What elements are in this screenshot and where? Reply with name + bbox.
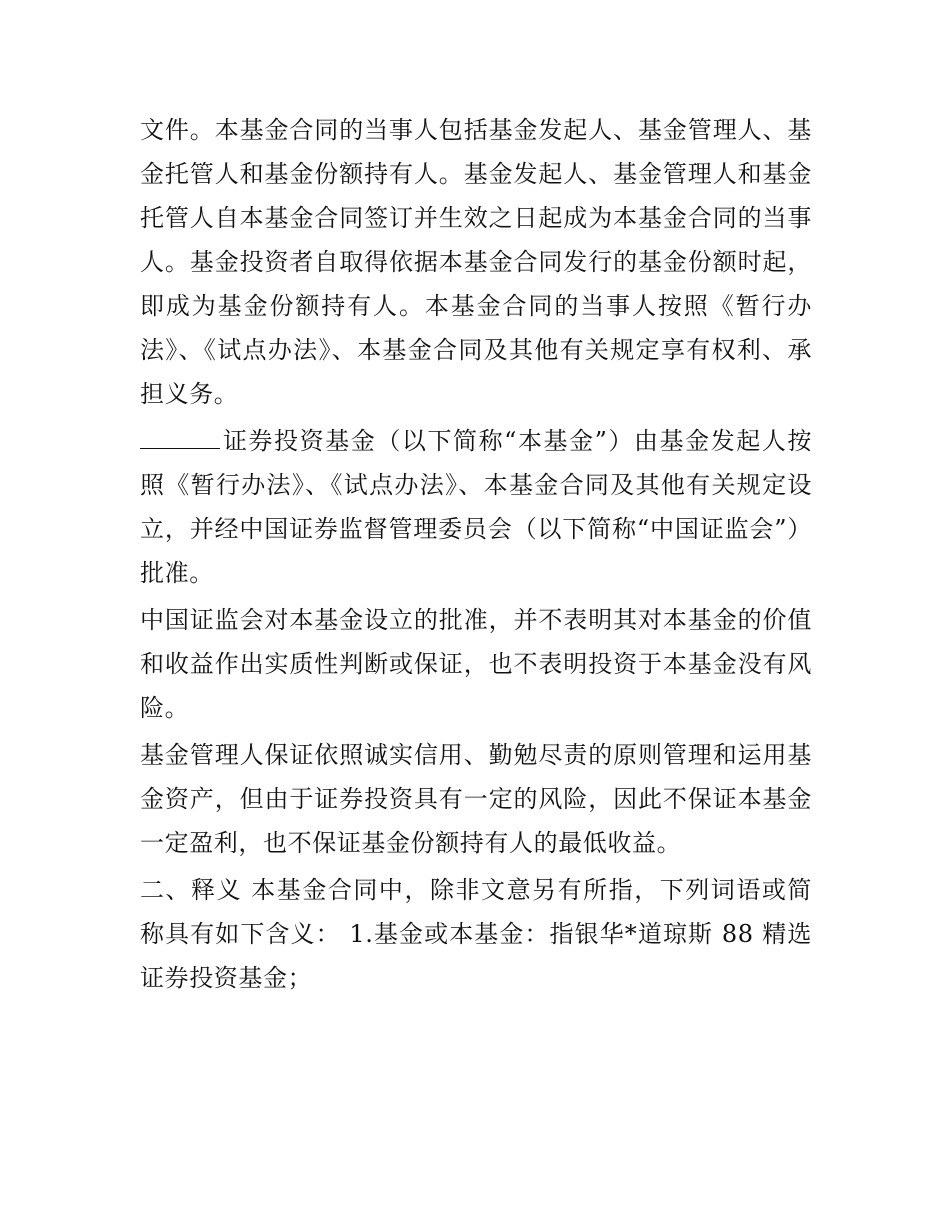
paragraph-fund-establishment — [140, 419, 812, 595]
paragraph-definitions: 二、释义 本基金合同中，除非文意另有所指，下列词语或简称具有如下含义： 1.基金或本基金：指银华*道琼斯 88 精选证券投资基金； — [140, 876, 812, 992]
document-page — [140, 108, 812, 1003]
blank-fund-name-field — [140, 426, 220, 449]
paragraph-parties: 文件。本基金合同的当事人包括基金发起人、基金管理人、基金托管人和基金份额持有人。基金发起人、基金管理人和基金托管人自本基金合同签订并生效之日起成为本基金合同的当事人。基金投资者自取得依据本基金合同发行的基金份额时起，即成为基金份额持有人。本基金合同的当事人按照《暂行办法》、《试点办法》、本基金合同及其他有关规定享有权利、承担义务。 — [140, 116, 812, 408]
paragraph-fund-establishment-text: 证券投资基金（以下简称“本基金”）由基金发起人按照《暂行办法》、《试点办法》、本基金合同及其他有关规定设立，并经中国证券监督管理委员会（以下简称“中国证监会”）批准。 — [140, 427, 812, 587]
paragraph-manager-guarantee: 基金管理人保证依照诚实信用、勤勉尽责的原则管理和运用基金资产，但由于证券投资具有一定的风险，因此不保证本基金一定盈利，也不保证基金份额持有人的最低收益。 — [140, 741, 812, 857]
paragraph-csrc-approval: 中国证监会对本基金设立的批准，并不表明其对本基金的价值和收益作出实质性判断或保证，也不表明投资于本基金没有风险。 — [140, 606, 812, 722]
